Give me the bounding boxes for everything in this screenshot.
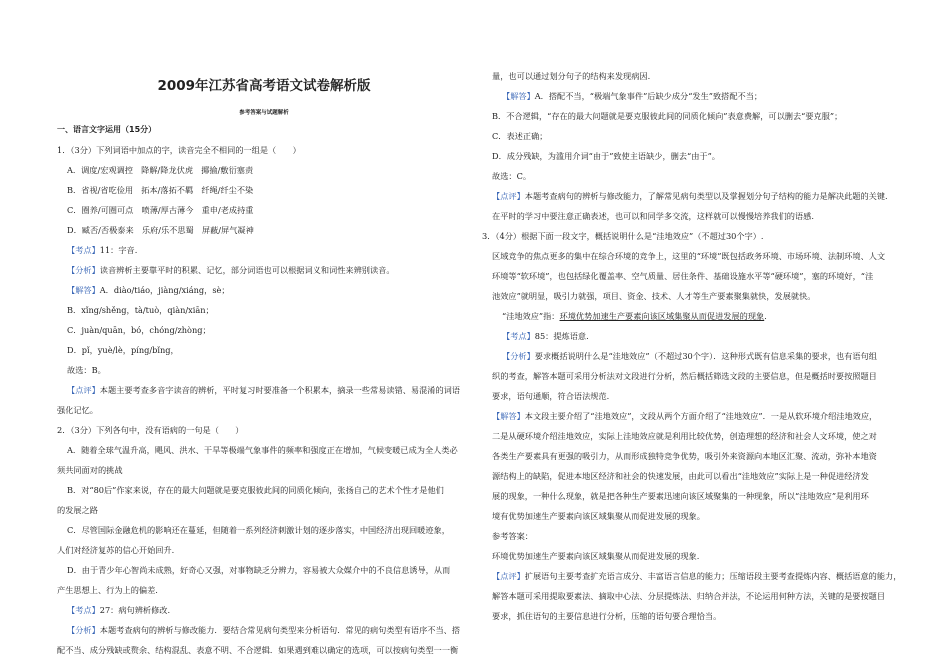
q3-passage-line2: 环境等“软环境”，也包括绿化覆盖率、空气质量、居住条件、基础设施水平等“硬环境”，塞的环境好，“洼 (492, 271, 874, 281)
dianping-tag: 【点评】 (492, 571, 525, 581)
jieda-tag: 【解答】 (502, 91, 535, 101)
q3-fenxi (492, 346, 904, 366)
q1-option-b: B．省视/省吃俭用 拓本/落拓不羁 纤绳/纤尘不染 (67, 185, 254, 195)
q2-dianping (492, 186, 904, 206)
q2-answer: 故选：C。 (492, 171, 532, 181)
q1-dianping-line2: 强化记忆。 (57, 405, 98, 415)
q2-kaodian-text: 27：病句辨析修改. (99, 605, 171, 615)
doc-subtitle: 参考答案与试题解析 (239, 110, 289, 116)
q2-fenxi-line2: 配不当、成分残缺或赘余、结构混乱、表意不明、不合逻辑．如果遇到难以确定的选项，可以按病句类型一一衡 (57, 645, 459, 655)
q3-dianping (492, 566, 904, 586)
q1-dianping-text: 本题主要考查多音字读音的辨析，平时复习时要准备一个积累本，摘录一些常易读错、易混淆的词语 (99, 385, 461, 395)
dianping-tag: 【点评】 (67, 385, 100, 395)
q3-passage-line1: 区域竞争的焦点更多的集中在综合环境的竞争上，这里的“环境”既包括政务环境、市场环境、法制环境、人文 (492, 251, 886, 261)
q1-jieda-b: B．xǐng/shěng，tà/tuò，qiàn/xiān； (67, 305, 214, 315)
dianping-tag: 【点评】 (492, 191, 525, 201)
q3-answer-blank (492, 306, 904, 326)
q2-jieda (492, 86, 904, 106)
q1-jieda-a: A．diào/tiáo，jiàng/xiáng，sè； (99, 285, 230, 295)
q2-option-c-cont: 人们对经济复苏的信心开始回升. (57, 545, 175, 555)
q1-option-d: D．臧否/否极泰来 乐府/乐不思蜀 屏蔽/屏气凝神 (67, 225, 254, 235)
q2-option-a: A．随着全球气温升高，飓风、洪水、干旱等极端气象事件的频率和强度正在增加，气候变暖已成为全人类必 (67, 445, 458, 455)
q3-fenxi-line2: 织的考查，解答本题可采用分析法对文段进行分析，然后概括筛选文段的主要信息，但是概括时要按照题目 (492, 371, 877, 381)
jieda-tag: 【解答】 (492, 411, 525, 421)
q2-option-b: B．对“80后”作家来说，存在的最大问题就是要克服彼此间的同质化倾向，张扬自己的艺术个性才是他们 (67, 485, 444, 495)
q2-option-c: C．尽管国际金融危机的影响还在蔓延，但随着一系列经济刺激计划的逐步落实，中国经济出现回暖迹象， (67, 525, 450, 535)
q3-dianping-line2: 解答本题可采用提取要素法、摘取中心法、分层提炼法、归纳合并法，不论运用何种方法，关键的是要按题目 (492, 591, 886, 601)
q3-blank-label: “洼地效应”指： (502, 311, 560, 321)
q1-dianping (57, 380, 471, 400)
q1-kaodian-text: 11：字音. (99, 245, 138, 255)
q1-option-c: C．圈养/可圈可点 喷薄/厚古薄今 重申/老成持重 (67, 205, 254, 215)
q2-jieda-c: C．表述正确； (492, 131, 548, 141)
jieda-tag: 【解答】 (67, 285, 100, 295)
q2-option-a-cont: 须共同面对的挑战 (57, 465, 123, 475)
q3-jieda-line3: 各类生产要素具有更强的吸引力，从而形成独特竞争优势，吸引外来资源向本地区汇聚、流动，弥补本地资 (492, 451, 877, 461)
q2-fenxi-text: 本题考查病句的辨析与修改能力．要结合常见病句类型来分析语句．常见的病句类型有语序不当、搭 (99, 625, 461, 635)
left-column (57, 0, 471, 660)
q3-dianping-line3: 要求，抓住语句的主要信息进行分析，压缩的语句要合理恰当。 (492, 611, 722, 621)
right-column (482, 0, 904, 626)
q2-kaodian (57, 600, 471, 620)
q1-option-a: A．调度/宏观调控 降解/降龙伏虎 揶揄/敷衍塞责 (67, 165, 254, 175)
q2-jieda-b: B．不合逻辑，“存在的最大问题就是要克服彼此间的同质化倾向”表意费解，可以删去“要克服”； (492, 111, 843, 121)
fenxi-tag: 【分析】 (502, 351, 535, 361)
q3-jieda-text: 本文段主要介绍了“洼地效应”，文段从两个方面介绍了“洼地效应”．一是从软环境介绍洼地效应， (524, 411, 878, 421)
q2-stem: 2．（3分）下列各句中，没有语病的一句是（ ） (57, 425, 244, 435)
q3-dianping-text: 扩展语句主要考查扩充语言成分、丰富语言信息的能力；压缩语段主要考查提炼内容、概括语意的能力， (524, 571, 902, 581)
q3-blank-end: ． (764, 311, 773, 321)
q3-stem: 3．（4分）根据下面一段文字，概括说明什么是“洼地效应”（不超过30个字）. (482, 231, 764, 241)
q3-jieda-line2: 二是从硬环境介绍洼地效应，实际上洼地效应就是利用比较优势，创造理想的经济和社会人文环境，使之对 (492, 431, 877, 441)
q2-dianping-line2: 在平时的学习中要注意正确表述，也可以和同学多交流，这样就可以慢慢培养我们的语感. (492, 211, 814, 221)
q1-kaodian (57, 240, 471, 260)
fenxi-tag: 【分析】 (67, 625, 100, 635)
q1-jieda (57, 280, 471, 300)
q3-blank-answer: 环境优势加速生产要素向该区域集聚从而促进发展的现象 (559, 311, 765, 321)
q1-jieda-d: D．pǐ，yuè/lè，píng/bǐng， (67, 345, 179, 355)
q2-jieda-d: D．成分残缺，为滥用介词“由于”致使主语缺少，删去“由于”。 (492, 151, 720, 161)
q2-option-d-cont: 产生思想上、行为上的偏差. (57, 585, 158, 595)
q1-jieda-c: C．juàn/quān，bó，chóng/zhòng； (67, 325, 211, 335)
q2-option-d: D．由于青少年心智尚未成熟，好奇心又强，对事物缺乏分辨力，容易被大众媒介中的不良信息诱导，从而 (67, 565, 451, 575)
q3-fenxi-line3: 要求，语句通顺，符合语法规范. (492, 391, 610, 401)
q3-kaodian (492, 326, 904, 346)
kaodian-tag: 【考点】 (67, 245, 100, 255)
q2-jieda-a: A．搭配不当，“极端气象事件”后缺少成分“发生”致搭配不当； (534, 91, 763, 101)
q3-kaodian-text: 85：提炼语意. (534, 331, 589, 341)
kaodian-tag: 【考点】 (67, 605, 100, 615)
kaodian-tag: 【考点】 (502, 331, 535, 341)
q2-fenxi (57, 620, 471, 640)
fenxi-tag: 【分析】 (67, 265, 100, 275)
q1-stem: 1．（3分）下列词语中加点的字，读音完全不相同的一组是（ ） (57, 145, 301, 155)
q3-reference-answer: 环境优势加速生产要素向该区域集聚从而促进发展的现象. (492, 551, 700, 561)
q2-fenxi-line3: 量，也可以通过划分句子的结构来发现病因. (492, 71, 651, 81)
q1-fenxi-text: 读音辨析主要靠平时的积累、记忆，部分词语也可以根据词义和词性来辨别读音。 (99, 265, 395, 275)
q2-dianping-text: 本题考查病句的辨析与修改能力，了解常见病句类型以及掌握划分句子结构的能力是解决此题的关键. (524, 191, 888, 201)
q3-jieda (492, 406, 904, 426)
q1-fenxi (57, 260, 471, 280)
q3-passage-line3: 池效应”就明显，吸引力就强，项目、资金、技术、人才等生产要素聚集就快，发展就快。 (492, 291, 816, 301)
section-heading: 一、语言文字运用（15分） (57, 125, 157, 134)
q3-jieda-line5: 展的现象，一种什么现象，就是把各种生产要素迅速向该区域聚集的一种现象，所以“洼地效应”是利用环 (492, 491, 869, 501)
doc-title: 2009年江苏省高考语文试卷解析版 (157, 78, 371, 94)
q1-answer: 故选：B。 (67, 365, 106, 375)
q3-fenxi-text: 要求概括说明什么是“洼地效应”（不超过30个字）．这种形式既有信息采集的要求，也有语句组 (534, 351, 877, 361)
q3-jieda-line4: 源结构上的缺陷，促进本地区经济和社会的快速发展，由此可以看出“洼地效应”实际上是一种促进经济发 (492, 471, 869, 481)
q2-option-b-cont: 的发展之路 (57, 505, 98, 515)
q3-reference-label: 参考答案： (492, 531, 533, 541)
q3-jieda-line6: 境有优势加速生产要素向该区域集聚从而促进发展的现象。 (492, 511, 705, 521)
